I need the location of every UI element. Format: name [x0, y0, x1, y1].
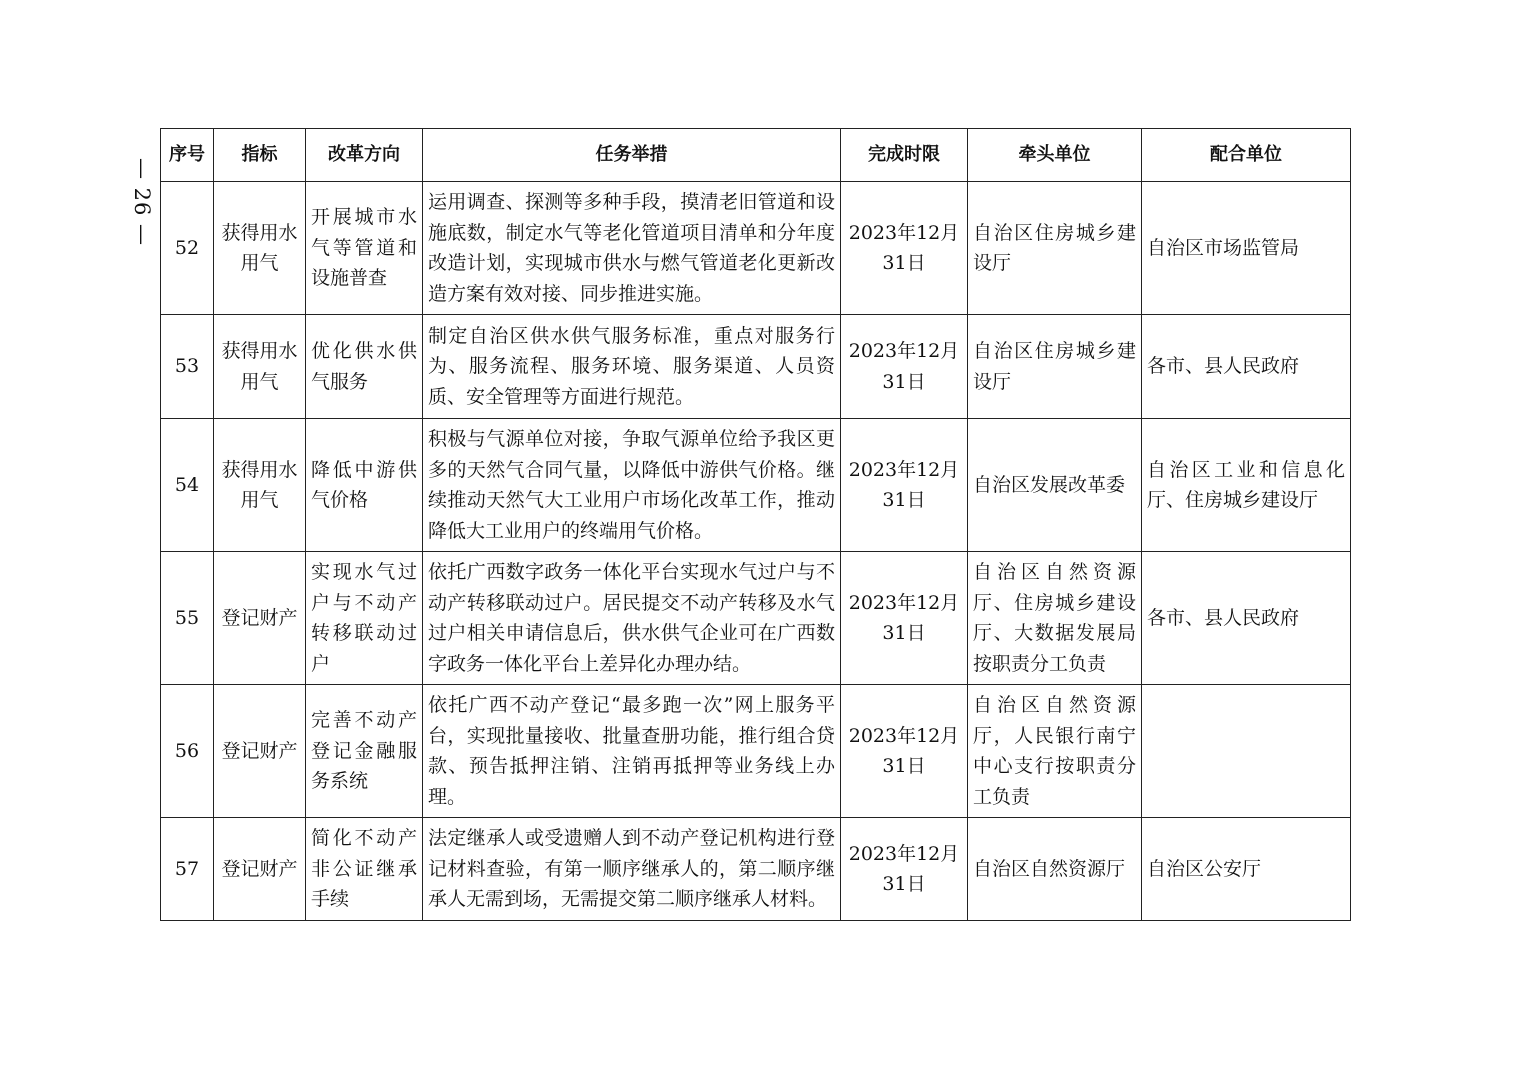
cell-lead: 自治区自然资源厅，人民银行南宁中心支行按职责分工负责 — [968, 685, 1142, 818]
table-header-row — [161, 129, 1351, 182]
cell-direction: 实现水气过户与不动产转移联动过户 — [306, 552, 423, 685]
page-number-text: — 26 — — [130, 157, 155, 247]
cell-cooperate: 各市、县人民政府 — [1142, 552, 1351, 685]
cell-measure: 依托广西不动产登记“最多跑一次”网上服务平台，实现批量接收、批量查册功能，推行组合贷款、预告抵押注销、注销再抵押等业务线上办理。 — [423, 685, 841, 818]
cell-cooperate: 自治区市场监管局 — [1142, 182, 1351, 315]
cell-cooperate: 自治区工业和信息化厅、住房城乡建设厅 — [1142, 419, 1351, 552]
cell-measure: 制定自治区供水供气服务标准，重点对服务行为、服务流程、服务环境、服务渠道、人员资质、安全管理等方面进行规范。 — [423, 315, 841, 419]
cell-indicator: 登记财产 — [214, 685, 306, 818]
cell-cooperate: 自治区公安厅 — [1142, 818, 1351, 921]
cell-no: 56 — [161, 685, 214, 818]
cell-cooperate — [1142, 685, 1351, 818]
header-measure: 任务举措 — [423, 129, 841, 182]
cell-direction: 降低中游供气价格 — [306, 419, 423, 552]
cell-deadline: 2023年12月31日 — [841, 419, 968, 552]
cell-direction: 开展城市水气等管道和设施普查 — [306, 182, 423, 315]
header-deadline: 完成时限 — [841, 129, 968, 182]
cell-deadline: 2023年12月31日 — [841, 818, 968, 921]
cell-measure: 法定继承人或受遗赠人到不动产登记机构进行登记材料查验，有第一顺序继承人的，第二顺序继承人无需到场，无需提交第二顺序继承人材料。 — [423, 818, 841, 921]
cell-deadline: 2023年12月31日 — [841, 685, 968, 818]
cell-deadline: 2023年12月31日 — [841, 315, 968, 419]
cell-indicator: 登记财产 — [214, 552, 306, 685]
cell-indicator: 获得用水用气 — [214, 419, 306, 552]
cell-measure: 运用调查、探测等多种手段，摸清老旧管道和设施底数，制定水气等老化管道项目清单和分年度改造计划，实现城市供水与燃气管道老化更新改造方案有效对接、同步推进实施。 — [423, 182, 841, 315]
table-row — [161, 685, 1351, 818]
page-number — [122, 152, 162, 252]
cell-measure: 依托广西数字政务一体化平台实现水气过户与不动产转移联动过户。居民提交不动产转移及水气过户相关申请信息后，供水供气企业可在广西数字政务一体化平台上差异化办理办结。 — [423, 552, 841, 685]
header-no: 序号 — [161, 129, 214, 182]
cell-no: 54 — [161, 419, 214, 552]
cell-lead: 自治区发展改革委 — [968, 419, 1142, 552]
cell-no: 52 — [161, 182, 214, 315]
cell-indicator: 登记财产 — [214, 818, 306, 921]
header-cooperate: 配合单位 — [1142, 129, 1351, 182]
table-row — [161, 182, 1351, 315]
cell-direction: 完善不动产登记金融服务系统 — [306, 685, 423, 818]
cell-lead: 自治区住房城乡建设厅 — [968, 182, 1142, 315]
header-indicator: 指标 — [214, 129, 306, 182]
header-lead: 牵头单位 — [968, 129, 1142, 182]
cell-measure: 积极与气源单位对接，争取气源单位给予我区更多的天然气合同气量，以降低中游供气价格。继续推动天然气大工业用户市场化改革工作，推动降低大工业用户的终端用气价格。 — [423, 419, 841, 552]
cell-direction: 优化供水供气服务 — [306, 315, 423, 419]
header-direction: 改革方向 — [306, 129, 423, 182]
reform-task-table — [160, 128, 1351, 921]
cell-no: 53 — [161, 315, 214, 419]
cell-no: 57 — [161, 818, 214, 921]
cell-deadline: 2023年12月31日 — [841, 552, 968, 685]
cell-direction: 简化不动产非公证继承手续 — [306, 818, 423, 921]
cell-lead: 自治区住房城乡建设厅 — [968, 315, 1142, 419]
cell-indicator: 获得用水用气 — [214, 315, 306, 419]
table-row — [161, 419, 1351, 552]
cell-deadline: 2023年12月31日 — [841, 182, 968, 315]
table-row — [161, 552, 1351, 685]
table-row — [161, 315, 1351, 419]
cell-indicator: 获得用水用气 — [214, 182, 306, 315]
cell-lead: 自治区自然资源厅、住房城乡建设厅、大数据发展局按职责分工负责 — [968, 552, 1142, 685]
table-row — [161, 818, 1351, 921]
cell-lead: 自治区自然资源厅 — [968, 818, 1142, 921]
cell-no: 55 — [161, 552, 214, 685]
cell-cooperate: 各市、县人民政府 — [1142, 315, 1351, 419]
